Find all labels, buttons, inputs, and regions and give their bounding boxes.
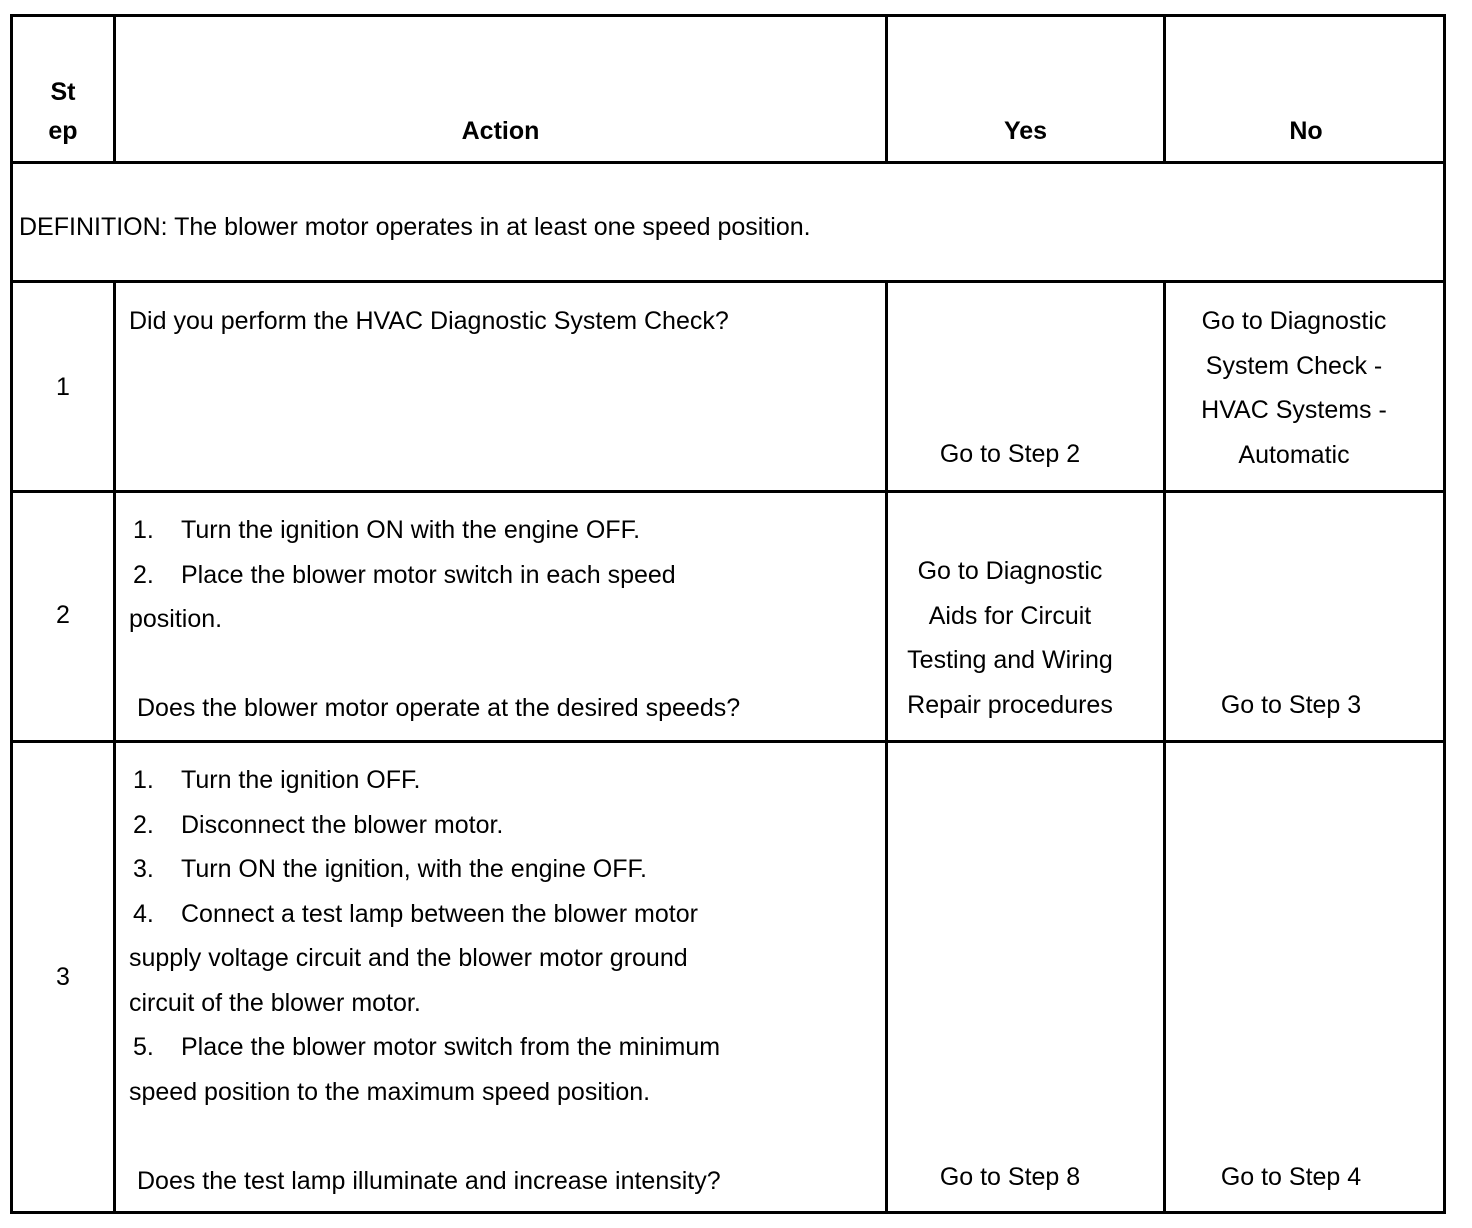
- step-1-label: 1: [56, 373, 70, 401]
- action-item: [129, 1025, 879, 1070]
- yes-text: Aids for Circuit: [928, 601, 1092, 630]
- diagnostic-table: [10, 14, 1446, 1214]
- item-continuation: position.: [129, 605, 223, 633]
- header-yes: [888, 112, 1163, 151]
- action-cell: [129, 299, 879, 344]
- item-number: 1.: [133, 766, 154, 794]
- item-number: 3.: [133, 855, 154, 883]
- yes-text: Testing and Wiring: [907, 646, 1113, 674]
- action-cell: [129, 508, 879, 731]
- no-cell: [1166, 299, 1422, 477]
- header-action: [116, 112, 885, 151]
- yes-text: Go to Diagnostic: [917, 557, 1103, 585]
- step-number: [13, 593, 113, 638]
- item-continuation: speed position to the maximum speed position.: [129, 1077, 651, 1106]
- row-divider: [13, 161, 1443, 164]
- item-number: 2.: [133, 810, 154, 839]
- column-divider-action: [885, 282, 888, 1214]
- yes-cell: [888, 549, 1132, 727]
- action-item: [129, 758, 879, 803]
- no-text: Go to Step 4: [1220, 1163, 1362, 1191]
- no-text: Go to Step 3: [1220, 691, 1362, 719]
- row-divider: [13, 280, 1443, 283]
- item-continuation: supply voltage circuit and the blower motor ground: [129, 944, 688, 972]
- step-number: [13, 955, 113, 1000]
- item-continuation: circuit of the blower motor.: [129, 988, 421, 1017]
- no-text: Go to Diagnostic: [1201, 307, 1387, 335]
- column-divider-step: [113, 282, 116, 1214]
- blank-line: [129, 1114, 879, 1159]
- yes-text: Go to Step 8: [939, 1163, 1081, 1191]
- item-number: 1.: [133, 516, 154, 544]
- header-step: [13, 73, 113, 151]
- item-text: Place the blower motor switch in each speed: [181, 560, 676, 589]
- step-2-label: 2: [56, 601, 70, 629]
- item-number: 4.: [133, 899, 154, 928]
- item-number: 2.: [133, 560, 154, 589]
- item-text: Place the blower motor switch from the minimum: [181, 1033, 721, 1061]
- header-yes-label: Yes: [1003, 117, 1048, 145]
- yes-text: Repair procedures: [907, 690, 1113, 719]
- action-item: [129, 892, 879, 937]
- definition-text: [19, 205, 1419, 250]
- step-3-label: 3: [56, 963, 70, 991]
- yes-text: Go to Step 2: [939, 440, 1081, 468]
- header-step-line2: ep: [48, 117, 78, 145]
- step-number: [13, 365, 113, 410]
- action-item: [129, 508, 879, 553]
- header-no: [1166, 112, 1446, 151]
- item-text: Connect a test lamp between the blower motor: [181, 899, 698, 928]
- no-text: HVAC Systems -: [1201, 396, 1387, 424]
- header-no-label: No: [1289, 117, 1323, 145]
- item-text: Disconnect the blower motor.: [181, 810, 504, 839]
- action-item: [129, 847, 879, 892]
- no-text: Automatic: [1238, 440, 1350, 469]
- item-text: Turn ON the ignition, with the engine OFF.: [181, 855, 647, 883]
- row-divider: [13, 740, 1443, 743]
- yes-cell: [888, 432, 1132, 477]
- action-question: Does the blower motor operate at the desired speeds?: [137, 694, 741, 722]
- header-step-line1: St: [50, 78, 76, 106]
- header-action-label: Action: [461, 117, 540, 145]
- action-text: Did you perform the HVAC Diagnostic System Check?: [129, 307, 729, 335]
- item-text: Turn the ignition OFF.: [181, 766, 421, 794]
- row-divider: [13, 490, 1443, 493]
- action-cell: [129, 758, 879, 1203]
- blank-line: [129, 642, 879, 687]
- no-cell: [1166, 683, 1416, 728]
- action-item: [129, 803, 879, 848]
- definition-label: DEFINITION: The blower motor operates in at least one speed position.: [19, 213, 811, 241]
- item-number: 5.: [133, 1033, 154, 1061]
- yes-cell: [888, 1155, 1132, 1200]
- action-item: [129, 553, 879, 598]
- action-question: Does the test lamp illuminate and increase intensity?: [137, 1166, 721, 1195]
- no-text: System Check -: [1205, 351, 1383, 380]
- no-cell: [1166, 1155, 1416, 1200]
- item-text: Turn the ignition ON with the engine OFF.: [181, 516, 641, 544]
